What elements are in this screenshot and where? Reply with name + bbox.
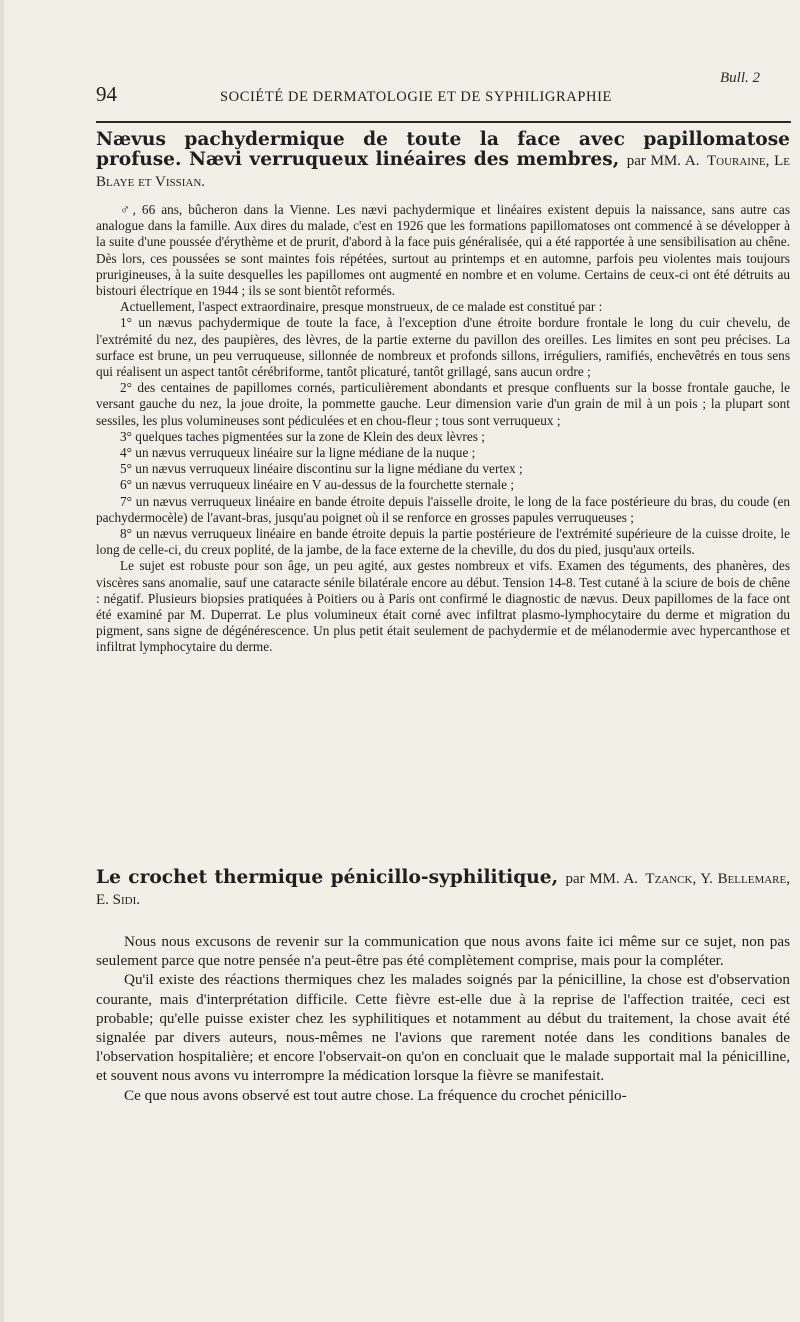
list-item: 6° un nævus verruqueux linéaire en V au-dessus de la fourchette sternale ; (120, 477, 515, 493)
list-item: 7° un nævus verruqueux linéaire en bande étroite depuis l'aisselle droite, le long de la face postérieure du bras, du coude (en pachydermocèle) de l'avant-bras, jusqu'au poignet où il se renforce en grosses papules verruqueuses ; (96, 493, 790, 525)
article-1 (96, 130, 790, 656)
article-2-title: Le crochet thermique pénicillo-syphilitique, (96, 867, 559, 888)
list-item: 1° un nævus pachydermique de toute la face, à l'exception d'une étroite bordure frontale le long du cuir chevelu, de l'extrémité du nez, des paupières, des lèvres, de la partie externe du pavillon des oreilles. Les limites en sont peu précises. La surface est brune, un peu verruqueuse, sillonnée de nombreux et profonds sillons, irréguliers, ramifiés, enchevêtrés en tous sens qui réalisent un aspect tantôt cérébriforme, tantôt plicaturé, tantôt grillagé, sans aucun ordre ; (96, 315, 790, 380)
article-1-heading (96, 130, 790, 192)
paragraph: Qu'il existe des réactions thermiques chez les malades soignés par la pénicilline, la chose est d'observation courante, mais d'interprétation difficile. Cette fièvre est-elle due à la reprise de l'affection traitée, ceci est probable; qu'elle puisse exister chez les syphilitiques et notamment au début du traitement, la chose avait été signalée par divers auteurs, nous-mêmes ne l'avions que rarement notée dans les conditions banales de l'observation hospitalière; et encore l'observait-on qu'on en concluait que le malade supportait mal la pénicilline, et souvent nous avons vu interrompre la médication lorsque la fièvre se manifestait. (96, 971, 790, 1085)
list-item: 2° des centaines de papillomes cornés, particulièrement abondants et presque confluents sur la bosse frontale gauche, le versant gauche du nez, la joue droite, la pommette gauche. Leur dimension varie d'un grain de mil à un pois ; la plupart sont sessiles, les plus volumineuses sont pédiculées et en chou-fleur ; tous sont verruqueux ; (96, 380, 790, 428)
article-2-heading (96, 868, 790, 910)
list-item: 4° un nævus verruqueux linéaire sur la ligne médiane de la nuque ; (120, 445, 476, 461)
page-edge-shadow (0, 0, 4, 1322)
paragraph: Nous nous excusons de revenir sur la communication que nous avons faite ici même sur ce sujet, non pas seulement parce que notre pensée n'a peut-être pas été complètement comprise, mais pour la compléter. (96, 933, 790, 970)
article-1-title: Nævus pachydermique de toute la face avec papillomatose profuse. Nævi verruqueux linéaires des membres, (96, 129, 790, 170)
list-item: 8° un nævus verruqueux linéaire en bande étroite depuis la partie postérieure de l'extrémité supérieure de la cuisse droite, le long de celle-ci, du creux poplité, de la jambe, de la face externe de la cheville, du dos du pied, jusqu'aux orteils. (96, 526, 790, 558)
journal-title: SOCIÉTÉ DE DERMATOLOGIE ET DE SYPHILIGRAPHIE (220, 89, 612, 105)
paragraph: ♂, 66 ans, bûcheron dans la Vienne. Les nævi pachydermique et linéaires existent depuis la naissance, sans autre cas analogue dans la famille. Aux dires du malade, c'est en 1926 que les formations papillomatoses ont commencé à se développer à la suite d'une poussée d'érythème et de prurit, d'abord à la face puis généralisée, qui a été rapportée à une sensibilisation au chêne. Dès lors, ces poussées se sont maintes fois répétées, surtout au printemps et en automne, parfois peu violentes mais toujours prurigineuses, à la suite desquelles les papillomes ont augmenté en nombre et en volume. Certains de ceux-ci ont été détruits au bistouri électrique en 1944 ; ils se sont bientôt reformés. (96, 202, 790, 299)
article-1-body (96, 202, 790, 656)
bulletin-label: Bull. 2 (720, 70, 760, 86)
list-item: 5° un nævus verruqueux linéaire discontinu sur la ligne médiane du vertex ; (120, 461, 523, 477)
running-header (96, 82, 656, 107)
article-2-authors: Tzanck, Y. Bellemare, E. Sidi. (96, 871, 790, 908)
article-2 (96, 868, 790, 1105)
paragraph: Ce que nous avons observé est tout autre chose. La fréquence du crochet pénicillo- (124, 1086, 627, 1104)
article-1-authors: Touraine, Le Blaye et Vissian. (96, 153, 790, 190)
article-2-authors-prefix: par MM. A. (565, 871, 639, 887)
page-number: 94 (96, 82, 117, 106)
list-item: 3° quelques taches pigmentées sur la zone de Klein des deux lèvres ; (120, 428, 485, 444)
article-2-body (96, 932, 790, 1105)
paragraph: Le sujet est robuste pour son âge, un peu agité, aux gestes nombreux et vifs. Examen des téguments, des phanères, des viscères sans anomalie, sauf une cataracte sénile bilatérale encore au début. Tension 14-8. Test cutané à la sciure de bois de chêne : négatif. Plusieurs biopsies pratiquées à Poitiers ou à Paris ont confirmé le diagnostic de nævus. Deux papillomes de la face ont été examiné par M. Duperrat. Le plus volumineux était corné avec infiltrat plasmo-lymphocytaire du derme et migration du pigment, sans signe de dégénérescence. Un plus petit était seulement de pachydermie et de mélanodermie avec hypercanthose et infiltrat lymphocytaire du derme. (96, 558, 790, 655)
paragraph: Actuellement, l'aspect extraordinaire, presque monstrueux, de ce malade est constitué par : (120, 299, 603, 315)
header-rule (96, 121, 791, 123)
article-1-authors-prefix: par MM. A. (626, 153, 700, 169)
